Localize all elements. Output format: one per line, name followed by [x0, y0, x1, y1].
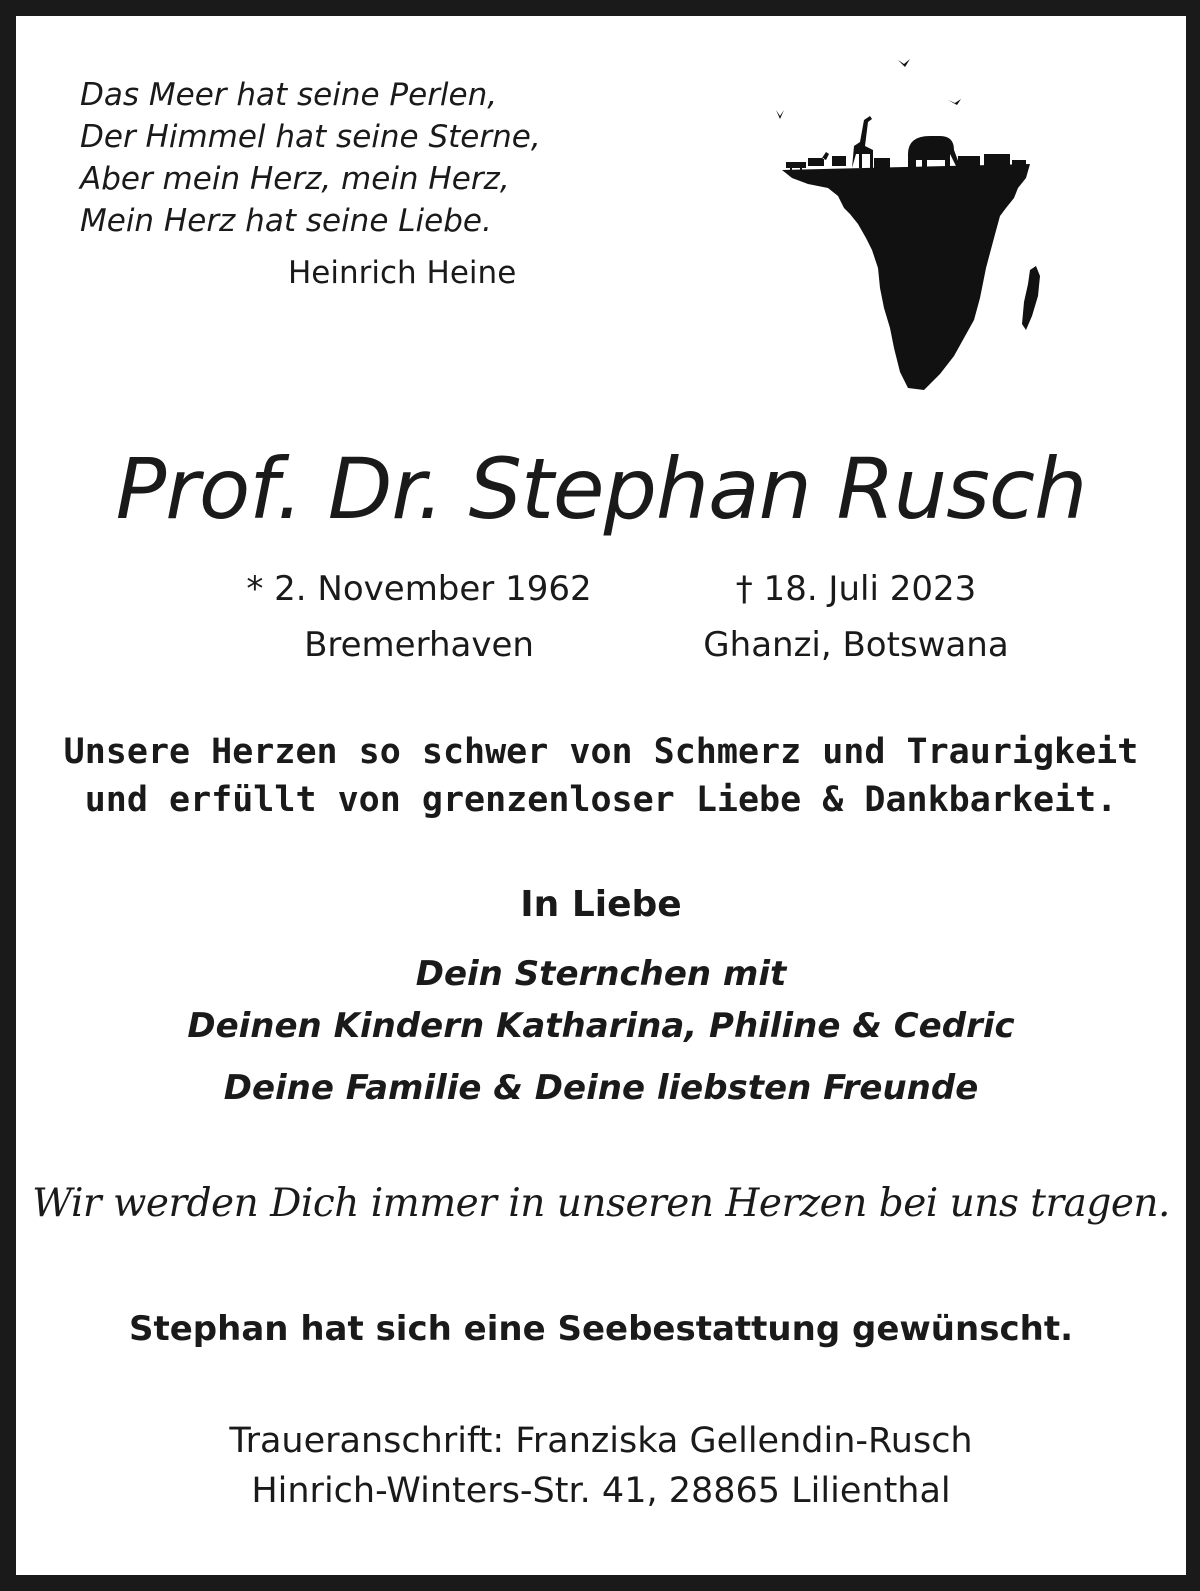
birth-place: Bremerhaven — [304, 625, 534, 665]
burial-note: Stephan hat sich eine Seebestattung gewünscht. — [129, 1309, 1073, 1349]
animal-icon — [808, 152, 829, 166]
bird-icon — [776, 110, 784, 119]
poem-line: Der Himmel hat seine Sterne, — [80, 119, 541, 155]
motto-line: Unsere Herzen so schwer von Schmerz und Traurigkeit — [63, 732, 1139, 772]
giraffe-icon — [852, 116, 873, 168]
poem-line: Aber mein Herz, mein Herz, — [80, 161, 510, 197]
animal-icon — [874, 158, 890, 168]
deceased-name: Prof. Dr. Stephan Rusch — [115, 440, 1087, 538]
motto — [16, 728, 1186, 824]
poem — [80, 74, 541, 242]
signature-intro: In Liebe — [520, 884, 682, 925]
birth-date: * 2. November 1962 — [246, 569, 592, 609]
death-place: Ghanzi, Botswana — [703, 625, 1009, 665]
death-info — [686, 561, 1026, 673]
poem-line: Mein Herz hat seine Liebe. — [80, 203, 492, 239]
poem-author: Heinrich Heine — [288, 255, 517, 291]
animal-icon — [832, 156, 846, 166]
elephant-icon — [908, 136, 960, 170]
bird-icon — [898, 59, 910, 67]
signature-line: Deine Familie & Deine liebsten Freunde — [223, 1068, 979, 1108]
mourning-address — [16, 1416, 1186, 1516]
signature-line: Deinen Kindern Katharina, Philine & Cedric — [187, 1006, 1015, 1046]
address-line: Hinrich-Winters-Str. 41, 28865 Lilienthal — [251, 1471, 951, 1511]
africa-silhouette-with-animals-icon — [768, 38, 1058, 398]
bird-icon — [948, 99, 961, 105]
poem-line: Das Meer hat seine Perlen, — [80, 77, 498, 113]
address-line: Traueranschrift: Franziska Gellendin-Rusch — [229, 1421, 973, 1461]
motto-line: und erfüllt von grenzenloser Liebe & Dankbarkeit. — [84, 780, 1118, 820]
closing-script: Wir werden Dich immer in unseren Herzen bei uns tragen. — [32, 1181, 1170, 1226]
death-date: † 18. Juli 2023 — [735, 569, 977, 609]
birth-info — [212, 561, 626, 673]
signature-line: Dein Sternchen mit — [415, 954, 787, 994]
signature-block — [16, 948, 1186, 1124]
